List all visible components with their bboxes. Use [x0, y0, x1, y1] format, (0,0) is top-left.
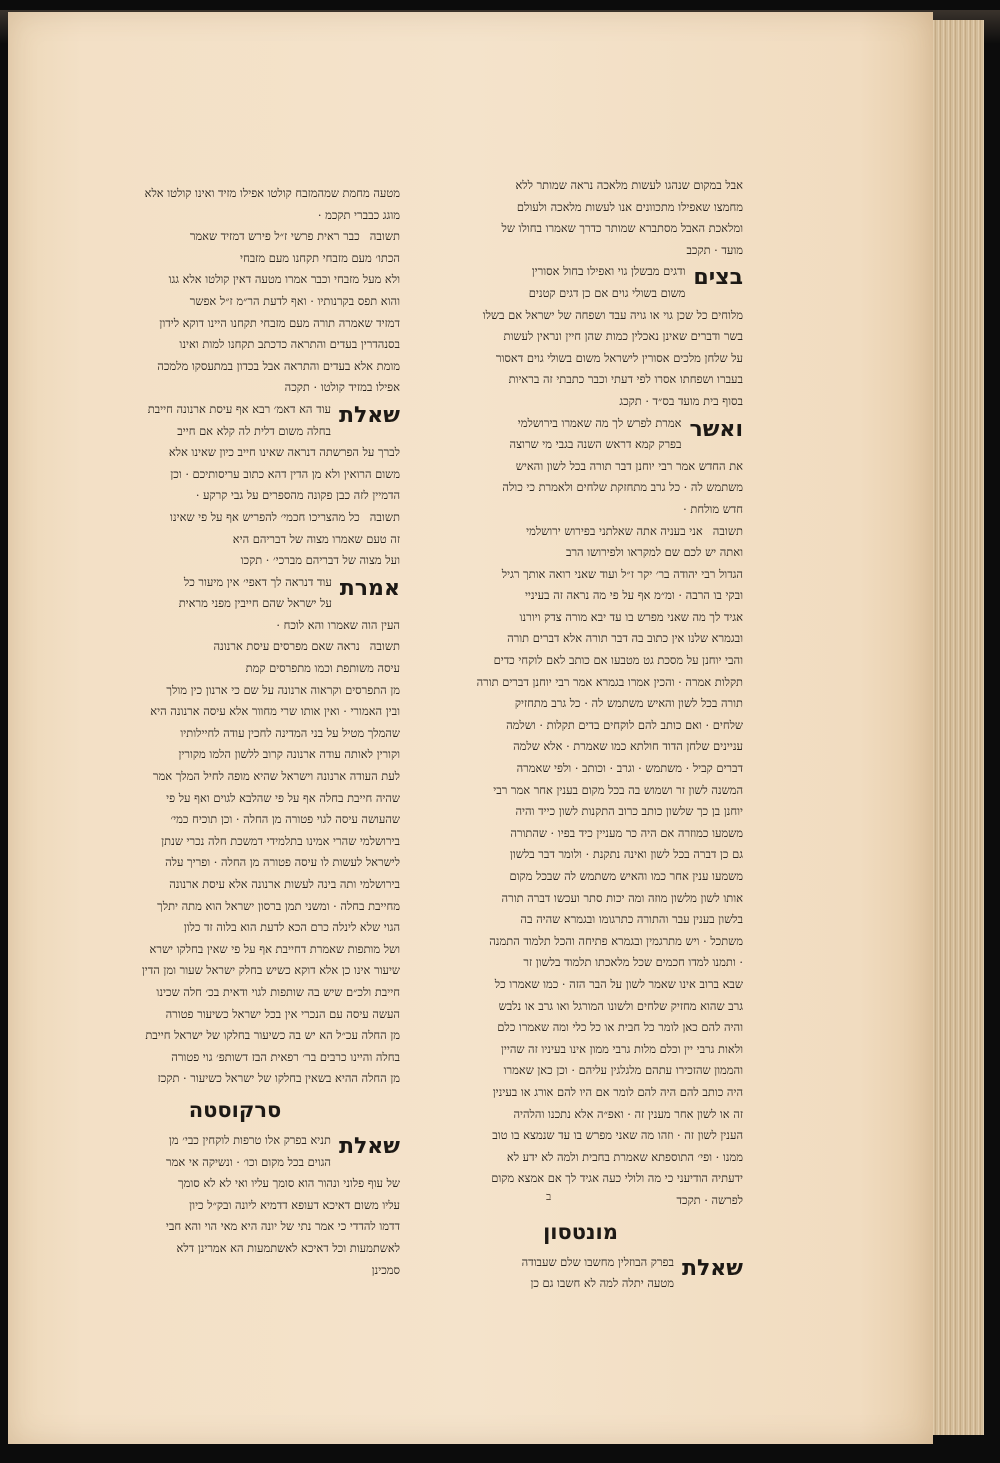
text-section	[70, 183, 400, 226]
text-line: מן התפרסים וקראוה ארנונה על שם כי ארנון כין מולך	[166, 682, 400, 697]
text-line: משום בשולי גוים אם כן דגים קטנים	[528, 285, 686, 300]
section-keyword: בצים	[693, 265, 743, 291]
text-line: הגדול רבי יהודה בר׳ יקר ז״ל ועוד שאני רואה אותך רגיל	[501, 566, 743, 581]
text-line: תקלות אמרה · והכין אמרו בגמרא אמר רבי יוחנן דברים תורה	[476, 674, 743, 689]
text-line: והוא תפס בקרנותיו · ואף לדעת הר״מ ז״ל אפשר	[189, 293, 400, 308]
section-keyword: שאלת	[338, 402, 400, 428]
text-section	[418, 261, 743, 412]
text-section	[70, 572, 400, 637]
text-line: מן החלה ההיא בשאין בחלקו של ישראל כשיעור · תקכז	[157, 1071, 400, 1086]
text-line: · ותמנו למדו חכמים שכל מלאכתו תלמוד בלשון זר	[523, 955, 743, 970]
text-line: מוגג כבברי תקכמ ·	[317, 207, 400, 222]
text-line: עיסה משותפת וכמו מתפרסים קמת	[245, 661, 400, 676]
text-line: היה כותב להם היה להם לומר אם היו להם אורג או בעינין	[492, 1084, 743, 1099]
text-section	[418, 175, 743, 261]
text-line: עוד הא דאמ׳ רבא אף עיסת ארנונה חייבת	[147, 401, 331, 416]
text-line: משמעו ענין אחר כמו והאיש משתמש לה שבכל מקום	[509, 869, 743, 883]
text-line: ולא מעל מזבחי וכבר אמרו מטעה דאין קולטו אלא גגו	[168, 272, 400, 287]
text-line: זה או לשון אחר מענין זה · ואפ״ה אלא נתכנו והלהיה	[513, 1106, 743, 1121]
text-line: על ישראל שהם חייבין מפני מראית	[178, 596, 332, 611]
text-line: הענין לשון זה · וזהו מה שאני מפרש בו עד שנמצא בו טוב	[492, 1128, 743, 1143]
text-line: ובקי בו הרבה · ומ״מ אף על פי מה נראה זה בעיניי	[524, 588, 743, 603]
text-line: משתמש לה · כל גרב מתחזקת שלחים ולאמרת כי כולה	[502, 480, 743, 495]
text-line: מטעה מחמת שמהמזבח קולטו אפילו מזיד ואינו קולטו אלא	[144, 186, 400, 200]
text-line: אמרת לפרש לך מה שאמרו בירושלמי	[517, 415, 682, 430]
text-line: ובין האמורי · ואין אותו שרי מחוור אלא עיסה ארנונה היא	[150, 704, 400, 719]
text-line: ממנו · ופי׳ התוספתא שאמרת בחבית ולמה לא ידע לא	[506, 1149, 743, 1164]
text-line: מומת אלא בעדים והתראה אבל בכדון במתעסקו מלמכה	[157, 358, 400, 373]
text-line: דמזיד שאמרה תורה מעם מזבחי תקחנו היינו דוקא לידון	[159, 315, 400, 330]
text-section	[418, 413, 743, 521]
text-line: מועד · תקכב	[686, 242, 743, 257]
text-line: שהעושה עיסה לגוי פטורה מן החלה · וכן תוכיח כמי׳	[170, 812, 400, 827]
text-line: כל מהצריכו חכמי׳ להפריש אף על פי שאינו	[170, 509, 360, 524]
text-line: העין הוה שאמרו והא לוכח ·	[276, 617, 400, 632]
text-line: נראה שאם מפרסים עיסת ארנונה	[213, 639, 360, 654]
text-section	[418, 521, 743, 1212]
text-line: דברים קביל · משתמש · וגרב · וכותב · ולפי שאמרה	[516, 761, 743, 776]
right-column	[418, 175, 743, 1295]
text-line: עניינים שלחן הדוד חולתא כמו שאמרת · אלא שלמה	[513, 739, 743, 754]
text-line: ושל מותפות שאמרת דחייבת אף על פי שאין בחלקו ישרא	[149, 941, 400, 956]
text-line: של עוף פלוני ונהור הוא סומך עליו ואי לא לא סומך	[178, 1176, 400, 1191]
text-line: ידעתיה הודיעני כי מה ולולי כעה אגיד לך אם אמצא מקום	[491, 1171, 743, 1186]
text-line: ולאות גרבי יין וכלם מלות גרבי ממון אינו בעיניו זה שהיין	[500, 1041, 743, 1056]
text-line: שלחים · ואם כותב להם לוקחים בדים תקלות · ושלמה	[506, 717, 743, 732]
text-line: המשנה לשון זר ושמוש בה בכל מקום בענין אחר אמר רבי	[493, 782, 743, 797]
text-line: עליו משום דאיכא דעופא דדמיא ליונה ובק״ל כיון	[189, 1197, 400, 1212]
text-line: שבא ברוב אינו שאמר לשון על הבר הזה · כמו שאמרו כל	[494, 976, 743, 991]
text-line: הגוי שלא לינלה כרם הכא לדעת הוא בלוה זד כלון	[183, 920, 400, 935]
answer-marker: תשובה	[712, 523, 743, 538]
text-line: שהמלך מטיל על בני המדינה לחכין עודה לחיילותיו	[180, 725, 400, 740]
text-line: אגיד לך מה שאני מפרש בו עד יבא מורה צדק ויורנו	[519, 609, 743, 624]
text-line: שיעור אינו כן אלא דוקא כשיש בחלק ישראל שעור ומן הדין	[141, 963, 400, 978]
text-line: אני בעניה אתה שאלתני בפירוש ירושלמי	[526, 523, 703, 538]
text-line: זה טעם שאמרו מצוה של דבריהם היא	[232, 531, 400, 546]
text-line: לברך על הפרשתה דנראה שאינו חייב כיון שאינו אלא	[168, 445, 400, 460]
text-line: משום הרואין ולא מן הדין דהא כתוב עריסותיכם · וכן	[170, 466, 400, 481]
text-line: גרב שהוא מחזיק שלחים ולשונו המורגל ואו גרב או נלבש	[498, 998, 743, 1013]
text-line: הגוים בכל מקום וכו׳ · ונשיקה אי אמר	[166, 1154, 331, 1169]
text-line: לישראל לעשות לו עיסה פטורה מן החלה · ופריך עלה	[165, 855, 400, 870]
text-line: על שלחן מלכים אסורין לישראל משום בשולי גוים דאסור	[495, 350, 743, 365]
text-line: דדמו להדדי כי אמר נתי של יונה היא מאי הוי והא חבי	[165, 1219, 400, 1234]
text-line: סמכינן	[371, 1262, 400, 1277]
answer-marker: תשובה	[369, 639, 400, 654]
text-line: בסוף בית מועד בס״ד · תקכג	[619, 393, 743, 408]
text-line: ומלאכת האבל מסתברא שמותר כדרך שאמרו בחולו של	[501, 221, 743, 236]
text-line: העשה עיסה עם הנכרי אין בכל ישראל כשיעור פטורה	[165, 1006, 400, 1021]
text-line: כבר ראית פרשי ז״ל פירש דמזיד שאמר	[189, 229, 360, 244]
text-line: והממון שהזכירו עתהם מלגלגין עליהם · וכן כאן שאמרו	[503, 1063, 743, 1078]
text-line: מלוחים כל שכן גוי או גויה עבד ושפחה של ישראל אם בשלו	[482, 307, 743, 322]
text-line: אותו לשון מלשון מוזה ומה יכות סתר ועכשו דברה תורה	[501, 890, 743, 905]
text-section	[70, 636, 400, 1089]
text-line: משתכל · ויש מתרגמין ובגמרא פתיחה והכל תלמוד התמנה	[489, 933, 743, 948]
answer-marker: תשובה	[369, 229, 400, 244]
text-line: את החדש אמר רבי יוחנן דבר תורה בכל לשון והאיש	[515, 458, 743, 473]
text-line: גם כן דברה בכל לשון ואינה נתקנת · ולומר דבר בלשון	[509, 847, 743, 862]
section-keyword: שאלת	[681, 1255, 743, 1281]
text-line: מטעה יתלה למה לא חשבו גם כן	[530, 1276, 674, 1291]
text-line: לפרשה · תקכד	[676, 1192, 743, 1207]
text-line: בירושלמי ותה בינה לעשות ארנונה אלא עיסת ארנונה	[169, 877, 400, 891]
closing-section	[70, 1130, 400, 1281]
text-line: מחמצו שאפילו מתכוונים אנו לעשות מלאכה ולעולם	[516, 199, 743, 214]
section-keyword: אמרת	[339, 575, 400, 601]
text-line: עוד דנראה לך דאפי׳ אין מיעור כל	[183, 574, 332, 589]
text-line: אפילו במזיד קולטו · תקכה	[284, 380, 400, 395]
text-section	[70, 226, 400, 399]
text-line: ואתה יש לכם שם למקראו ולפירושו הרב	[565, 545, 743, 560]
text-line: והיה להם כאן לומר כל חבית או כל כלי ומה שאמרו כלם	[497, 1020, 743, 1035]
text-line: חדש מולחת ·	[683, 501, 743, 516]
answer-marker: תשובה	[369, 509, 400, 524]
text-line: בשר ודברים שאינן נאכלין כמות שהן חיין ונראין לעשות	[503, 329, 743, 344]
text-line: בירושלמי שהרי אמינו בתלמידי דמשכת חלה נכרי שנתן	[161, 833, 400, 848]
text-line: ובגמרא שלנו אין כתוב בה דבר תורה אלא דברים תורה	[507, 631, 743, 646]
text-line: לעת העודה ארנונה וישראל שהיא מופה לחיל המלך אמר	[152, 769, 400, 784]
page-mark: ב	[546, 1190, 552, 1203]
text-section	[70, 399, 400, 507]
text-line: לאשתמעות וכל דאיכא לאשתמעות הא אמרינן דלא	[176, 1240, 400, 1255]
text-line: הכתו׳ מעם מזבחי תקחנו מעם מזבחי	[239, 250, 400, 265]
text-line: משמעו כמוזרה אם היה כר מעניין כיד בפיו · שהתורה	[510, 825, 743, 840]
text-line: בעברו ושפחתו אסרו לפי דעתי וכבר כתבתי זה בראיות	[508, 372, 743, 387]
place-heading: סרקוסטה	[188, 1097, 282, 1122]
section-keyword: שאלת	[338, 1133, 400, 1159]
section-keyword: ואשר	[689, 416, 743, 442]
text-line: בפרק הבוזלין מחשבו שלם שעבודה	[521, 1254, 674, 1269]
text-line: אבל במקום שנהגו לעשות מלאכה נראה שמותר ללא	[515, 178, 743, 192]
text-line: בפרק קמא דראש השנה בגבי מי שרוצה	[509, 437, 682, 452]
text-line: בחלה והיינו כרבים בר׳ רפאית הבז דשותפ׳ גוי פטורה	[171, 1049, 400, 1064]
text-line: מחייבת בחלה · ומשני תמן ברסון ישראל הוא מתה יתלך	[157, 898, 400, 913]
left-column	[70, 183, 400, 1281]
text-line: תורה בכל לשון והאיש משתמש לה · כל גרב מתחזיק	[514, 696, 743, 711]
place-heading: מונטסון	[543, 1219, 618, 1244]
closing-section	[418, 1252, 743, 1295]
text-section	[70, 507, 400, 572]
text-line: בחלה משום דלית לה קלא אם חייב	[177, 423, 331, 438]
text-line: יוחנן בן כך שלשון כותב כרוב התקנות לשון כייד והיה	[515, 804, 743, 819]
text-line: חייבת ולכ״ם שיש בה שותפות לגוי ודאית בכ׳ חלה שכינו	[156, 984, 400, 999]
text-line: ודגים מבשלן גוי ואפילו בחול אסורין	[531, 264, 686, 279]
text-line: בסנהדרין בעדים והתראה כדכתב תקחנו למות ואינו	[179, 337, 400, 352]
text-line: וקורין לאותה עודה ארנונה קרוב ללשון הלמו מקורין	[178, 747, 400, 762]
text-line: תניא בפרק אלו טרפות לוקחין כבי׳ מן	[168, 1132, 331, 1147]
text-line: ועל מצוה של דבריהם מברכי׳ · תקכו	[240, 553, 400, 568]
text-line: בלשון בענין עבר והתורה כתרגומו ובגמרא שהיה בה	[520, 912, 743, 927]
text-line: שהיה חייבת בחלה אף על פי שהלבא לגוים ואף על פי	[166, 790, 400, 805]
text-line: הדמיין לזה כבן פקונה מהספרים על גבי קרקע ·	[195, 488, 400, 503]
text-line: והבי יוחנן על מסכת גט מטבעו אם כותב לאם לוקחי כדים	[493, 653, 743, 668]
text-line: מן החלה עכ״ל הא יש בה כשיעור בחלקו של ישראל חייבת	[145, 1028, 400, 1043]
